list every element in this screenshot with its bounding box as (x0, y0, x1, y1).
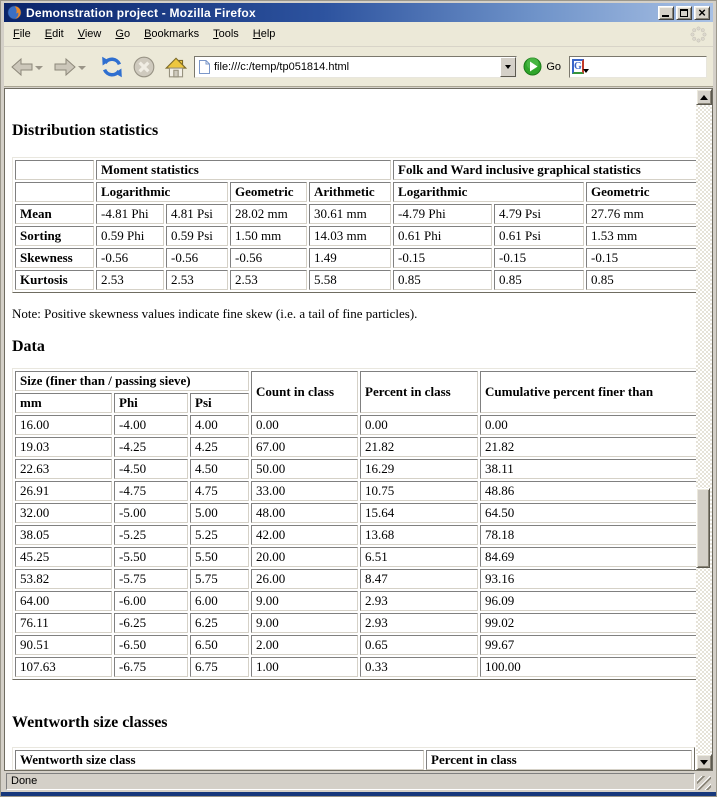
table-cell: 0.61 Phi (393, 226, 492, 246)
search-input[interactable] (584, 59, 717, 75)
table-cell: -0.15 (494, 248, 584, 268)
table-cell: 14.03 mm (309, 226, 391, 246)
table-cell: 1.53 mm (586, 226, 696, 246)
row-label: Mean (15, 204, 94, 224)
table-cell: 13.68 (360, 525, 478, 545)
reload-icon (100, 55, 124, 79)
skewness-note: Note: Positive skewness values indicate fine skew (i.e. a tail of fine particles). (12, 306, 418, 321)
table-row (15, 270, 696, 290)
table-cell: 2.53 (166, 270, 228, 290)
table-cell: -4.00 (114, 415, 188, 435)
table-row (15, 503, 696, 523)
table-cell: -0.56 (96, 248, 164, 268)
reload-button[interactable] (100, 55, 124, 79)
home-icon (164, 56, 188, 78)
column-header: Arithmetic (309, 182, 391, 202)
table-cell: 6.51 (360, 547, 478, 567)
table-row (15, 182, 696, 202)
table-cell: -6.50 (114, 635, 188, 655)
address-input[interactable] (214, 59, 500, 75)
table-row (15, 591, 696, 611)
table-cell: 0.61 Psi (494, 226, 584, 246)
table-cell: 1.49 (309, 248, 391, 268)
table-cell: 26.91 (15, 481, 112, 501)
table-cell: 5.75 (190, 569, 249, 589)
table-cell: -6.00 (114, 591, 188, 611)
table-cell: 99.67 (480, 635, 696, 655)
table-cell: 48.00 (251, 503, 358, 523)
table-cell: 4.00 (190, 415, 249, 435)
table-cell: -0.15 (393, 248, 492, 268)
column-header: Logarithmic (393, 182, 584, 202)
table-cell: 45.25 (15, 547, 112, 567)
section-title-data: Data (12, 338, 45, 355)
row-label: Skewness (15, 248, 94, 268)
menu-item-go[interactable]: Go (115, 28, 131, 40)
stop-icon (132, 55, 156, 79)
table-cell: -0.56 (166, 248, 228, 268)
window-title: Demonstration project - Mozilla Firefox (26, 5, 256, 20)
table-cell: 2.53 (96, 270, 164, 290)
data-table (12, 368, 696, 680)
back-dropdown-icon[interactable] (35, 66, 43, 70)
resize-grip-icon[interactable] (697, 776, 711, 790)
forward-arrow-icon (53, 57, 77, 77)
table-cell: 6.25 (190, 613, 249, 633)
table-cell: -5.75 (114, 569, 188, 589)
table-cell: 0.00 (251, 415, 358, 435)
table-cell: 1.00 (251, 657, 358, 677)
table-cell: 50.00 (251, 459, 358, 479)
firefox-icon (7, 5, 22, 20)
table-row (15, 750, 692, 770)
table-row (15, 371, 696, 391)
section-title-wentworth: Wentworth size classes (12, 714, 168, 731)
table-cell: 38.05 (15, 525, 112, 545)
section-title-distribution-statistics: Distribution statistics (12, 122, 159, 139)
table-cell: 0.59 Psi (166, 226, 228, 246)
menu-item-tools[interactable]: Tools (213, 28, 239, 40)
table-cell: 2.93 (360, 613, 478, 633)
table-cell: 32.00 (15, 503, 112, 523)
table-cell: 6.75 (190, 657, 249, 677)
table-cell: 0.33 (360, 657, 478, 677)
menu-bar (4, 22, 713, 47)
column-header: Phi (114, 393, 188, 413)
table-cell: 90.51 (15, 635, 112, 655)
corner-cell (15, 182, 94, 202)
table-row (15, 547, 696, 567)
table-cell: 16.29 (360, 459, 478, 479)
table-cell: 0.00 (480, 415, 696, 435)
table-cell: 0.65 (360, 635, 478, 655)
minimize-button[interactable] (658, 6, 674, 20)
table-cell: 4.75 (190, 481, 249, 501)
table-cell: 48.86 (480, 481, 696, 501)
maximize-icon (680, 9, 688, 17)
back-arrow-icon (10, 57, 34, 77)
forward-button[interactable] (53, 57, 77, 77)
table-cell: 2.00 (251, 635, 358, 655)
table-row (15, 613, 696, 633)
scrollbar-thumb[interactable] (696, 488, 710, 568)
address-bar[interactable] (194, 56, 517, 78)
table-cell: 4.81 Psi (166, 204, 228, 224)
table-cell: -4.81 Phi (96, 204, 164, 224)
title-bar (4, 3, 713, 22)
table-cell: 1.50 mm (230, 226, 307, 246)
column-header: Size (finer than / passing sieve) (15, 371, 249, 391)
home-button[interactable] (164, 56, 188, 78)
menu-item-view[interactable]: View (77, 28, 102, 40)
table-cell: 5.25 (190, 525, 249, 545)
table-cell: -6.75 (114, 657, 188, 677)
table-cell: -0.15 (586, 248, 696, 268)
column-header: Geometric (586, 182, 696, 202)
go-button[interactable]: Go (546, 60, 561, 73)
table-row (15, 525, 696, 545)
stats-table (12, 157, 696, 293)
table-row (15, 226, 696, 246)
status-text: Done (6, 773, 695, 790)
table-cell: 30.61 mm (309, 204, 391, 224)
table-cell: 0.00 (360, 415, 478, 435)
table-cell: 22.63 (15, 459, 112, 479)
table-cell: 21.82 (360, 437, 478, 457)
table-cell: 96.09 (480, 591, 696, 611)
go-icon[interactable] (523, 57, 542, 76)
table-cell: -0.56 (230, 248, 307, 268)
close-button[interactable] (694, 6, 710, 20)
table-cell: 33.00 (251, 481, 358, 501)
table-cell: -4.50 (114, 459, 188, 479)
table-row (15, 569, 696, 589)
table-cell: 9.00 (251, 613, 358, 633)
table-row (15, 635, 696, 655)
address-dropdown-button[interactable] (500, 57, 516, 77)
scroll-up-icon (700, 95, 708, 100)
column-header: Percent in class (360, 371, 478, 413)
table-cell: 0.85 (586, 270, 696, 290)
minimize-icon (662, 15, 669, 17)
table-cell: -4.75 (114, 481, 188, 501)
column-header: Wentworth size class (15, 750, 424, 770)
page-icon (198, 59, 211, 75)
table-cell: 5.58 (309, 270, 391, 290)
table-cell: 93.16 (480, 569, 696, 589)
column-header: Moment statistics (96, 160, 391, 180)
table-cell: -4.79 Phi (393, 204, 492, 224)
table-cell: 19.03 (15, 437, 112, 457)
table-cell: 0.85 (494, 270, 584, 290)
stop-button[interactable] (132, 55, 156, 79)
status-bar (4, 771, 713, 792)
menu-item-bookmarks[interactable]: Bookmarks (144, 28, 200, 40)
table-cell: 4.79 Psi (494, 204, 584, 224)
column-header: Geometric (230, 182, 307, 202)
table-row (15, 437, 696, 457)
menu-item-file[interactable]: File (13, 28, 31, 40)
row-label: Sorting (15, 226, 94, 246)
menu-item-edit[interactable]: Edit (44, 28, 64, 40)
table-cell: 76.11 (15, 613, 112, 633)
table-row (15, 459, 696, 479)
table-cell: 16.00 (15, 415, 112, 435)
scroll-down-button[interactable] (696, 754, 712, 770)
table-row (15, 160, 696, 180)
back-button[interactable] (10, 57, 34, 77)
throbber-icon (690, 26, 707, 43)
scroll-down-icon (700, 760, 708, 765)
table-cell: 67.00 (251, 437, 358, 457)
table-cell: -5.50 (114, 547, 188, 567)
column-header: Cumulative percent finer than (480, 371, 696, 413)
table-cell: 27.76 mm (586, 204, 696, 224)
table-cell: 21.82 (480, 437, 696, 457)
table-cell: 28.02 mm (230, 204, 307, 224)
table-cell: 2.93 (360, 591, 478, 611)
table-cell: 100.00 (480, 657, 696, 677)
table-row (15, 248, 696, 268)
table-cell: -6.25 (114, 613, 188, 633)
corner-cell (15, 160, 94, 180)
table-cell: 53.82 (15, 569, 112, 589)
table-cell: 5.00 (190, 503, 249, 523)
column-header: Psi (190, 393, 249, 413)
search-engine-dropdown-icon[interactable] (583, 69, 589, 73)
navigation-toolbar (4, 47, 713, 87)
table-cell: -5.00 (114, 503, 188, 523)
table-cell: 4.25 (190, 437, 249, 457)
column-header: Count in class (251, 371, 358, 413)
forward-dropdown-icon[interactable] (78, 66, 86, 70)
column-header: Folk and Ward inclusive graphical statistics (393, 160, 696, 180)
table-cell: 8.47 (360, 569, 478, 589)
maximize-button[interactable] (676, 6, 692, 20)
table-cell: 0.85 (393, 270, 492, 290)
table-cell: 64.00 (15, 591, 112, 611)
table-cell: 6.50 (190, 635, 249, 655)
table-cell: -5.25 (114, 525, 188, 545)
table-cell: 26.00 (251, 569, 358, 589)
search-box[interactable] (569, 56, 707, 78)
vertical-scrollbar[interactable] (696, 89, 712, 770)
table-cell: 64.50 (480, 503, 696, 523)
wentworth-table (12, 747, 695, 770)
table-cell: 38.11 (480, 459, 696, 479)
scroll-up-button[interactable] (696, 89, 712, 105)
table-cell: 20.00 (251, 547, 358, 567)
column-header: Logarithmic (96, 182, 228, 202)
table-row (15, 657, 696, 677)
table-cell: 0.59 Phi (96, 226, 164, 246)
table-cell: 6.00 (190, 591, 249, 611)
menu-item-help[interactable]: Help (252, 28, 276, 40)
scrollbar-track[interactable] (696, 105, 712, 754)
window-frame-bottom (1, 792, 716, 796)
table-cell: 5.50 (190, 547, 249, 567)
table-row (15, 415, 696, 435)
table-cell: 42.00 (251, 525, 358, 545)
table-row (15, 204, 696, 224)
table-cell: 4.50 (190, 459, 249, 479)
table-row (15, 481, 696, 501)
table-cell: 2.53 (230, 270, 307, 290)
row-label: Kurtosis (15, 270, 94, 290)
column-header: mm (15, 393, 112, 413)
browser-viewport (4, 88, 713, 771)
table-cell: 84.69 (480, 547, 696, 567)
table-cell: 10.75 (360, 481, 478, 501)
table-cell: 99.02 (480, 613, 696, 633)
column-header: Percent in class (426, 750, 692, 770)
document-page (5, 89, 696, 770)
google-icon[interactable]: G (574, 61, 582, 72)
table-cell: 78.18 (480, 525, 696, 545)
table-cell: -4.25 (114, 437, 188, 457)
table-cell: 15.64 (360, 503, 478, 523)
table-cell: 9.00 (251, 591, 358, 611)
table-cell: 107.63 (15, 657, 112, 677)
